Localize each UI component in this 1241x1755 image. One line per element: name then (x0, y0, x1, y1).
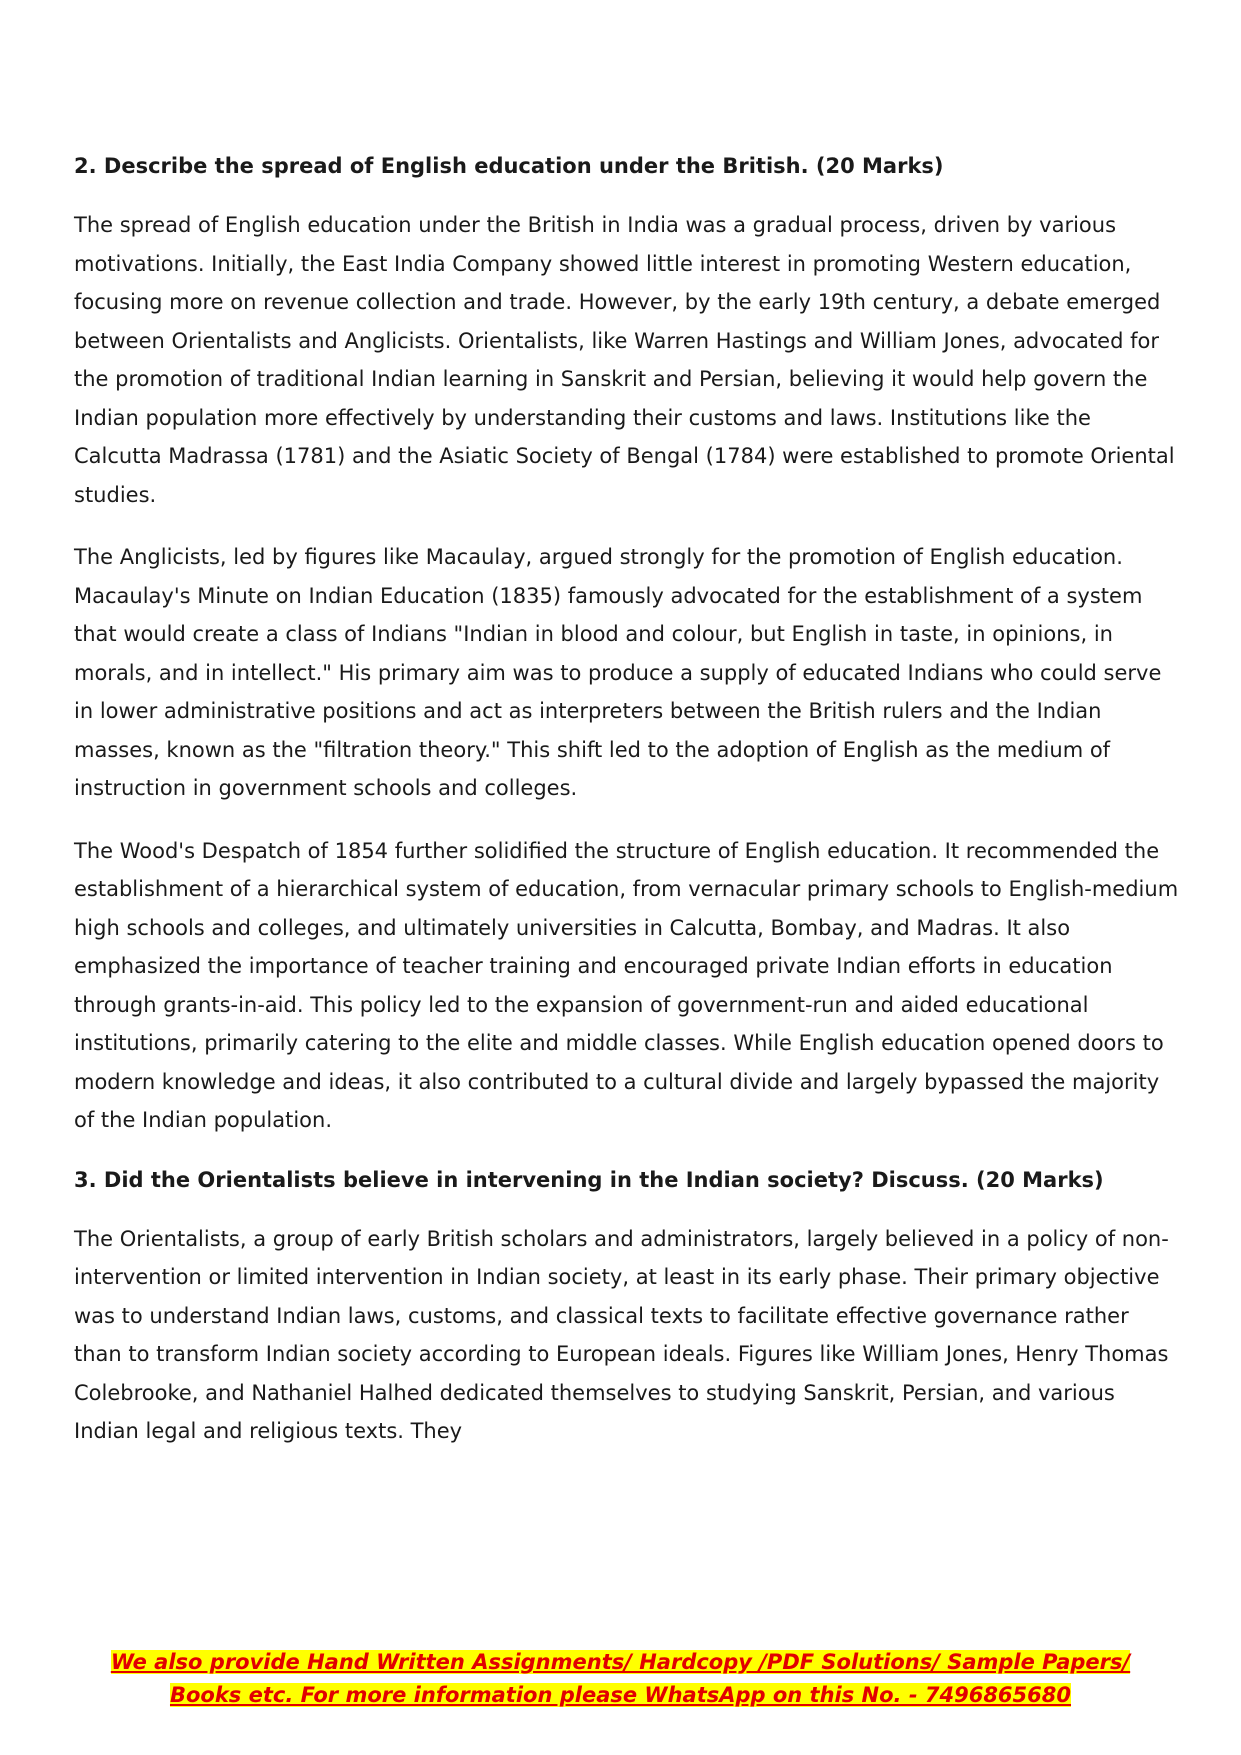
promo-line-2: Books etc. For more information please WhatsApp on this No. - 7496865680 (169, 1683, 1071, 1707)
q2-paragraph-1: The spread of English education under the British in India was a gradual process, driven by various motivations. Initially, the East India Company showed little interest in promoting Western education, focusing more on revenue collection and trade. However, by the early 19th century, a debate emerged between Orientalists and Anglicists. Orientalists, like Warren Hastings and William Jones, advocated for the promotion of traditional Indian learning in Sanskrit and Persian, believing it would help govern the Indian population more effectively by understanding their customs and laws. Institutions like the Calcutta Madrassa (1781) and the Asiatic Society of Bengal (1784) were established to promote Oriental studies. (74, 213, 1175, 507)
q2-paragraph-2: The Anglicists, led by figures like Macaulay, argued strongly for the promotion of English education. Macaulay's Minute on Indian Education (1835) famously advocated for the establishment of a system that would create a class of Indians "Indian in blood and colour, but English in taste, in opinions, in morals, and in intellect." His primary aim was to produce a supply of educated Indians who could serve in lower administrative positions and act as interpreters between the British rulers and the Indian masses, known as the "filtration theory." This shift led to the adoption of English as the medium of instruction in government schools and colleges. (74, 545, 1162, 800)
page-content (74, 150, 1179, 1475)
question-2-heading: 2. Describe the spread of English education under the British. (20 Marks) (74, 154, 944, 178)
promo-footer (0, 1646, 1241, 1712)
q3-paragraph-1: The Orientalists, a group of early British scholars and administrators, largely believed in a policy of non-intervention or limited intervention in Indian society, at least in its early phase. Their primary objective was to understand Indian laws, customs, and classical texts to facilitate effective governance rather than to transform Indian society according to European ideals. Figures like William Jones, Henry Thomas Colebrooke, and Nathaniel Halhed dedicated themselves to studying Sanskrit, Persian, and various Indian legal and religious texts. They (74, 1226, 1169, 1443)
q2-paragraph-3: The Wood's Despatch of 1854 further solidified the structure of English education. It recommended the establishment of a hierarchical system of education, from vernacular primary schools to English-medium high schools and colleges, and ultimately universities in Calcutta, Bombay, and Madras. It also emphasized the importance of teacher training and encouraged private Indian efforts in education through grants-in-aid. This policy led to the expansion of government-run and aided educational institutions, primarily catering to the elite and middle classes. While English education opened doors to modern knowledge and ideas, it also contributed to a cultural divide and largely bypassed the majority of the Indian population. (74, 838, 1179, 1132)
promo-line-1: We also provide Hand Written Assignments/ Hardcopy /PDF Solutions/ Sample Papers/ (110, 1650, 1131, 1674)
question-3-heading: 3. Did the Orientalists believe in intervening in the Indian society? Discuss. (20 Marks) (74, 1167, 1104, 1192)
